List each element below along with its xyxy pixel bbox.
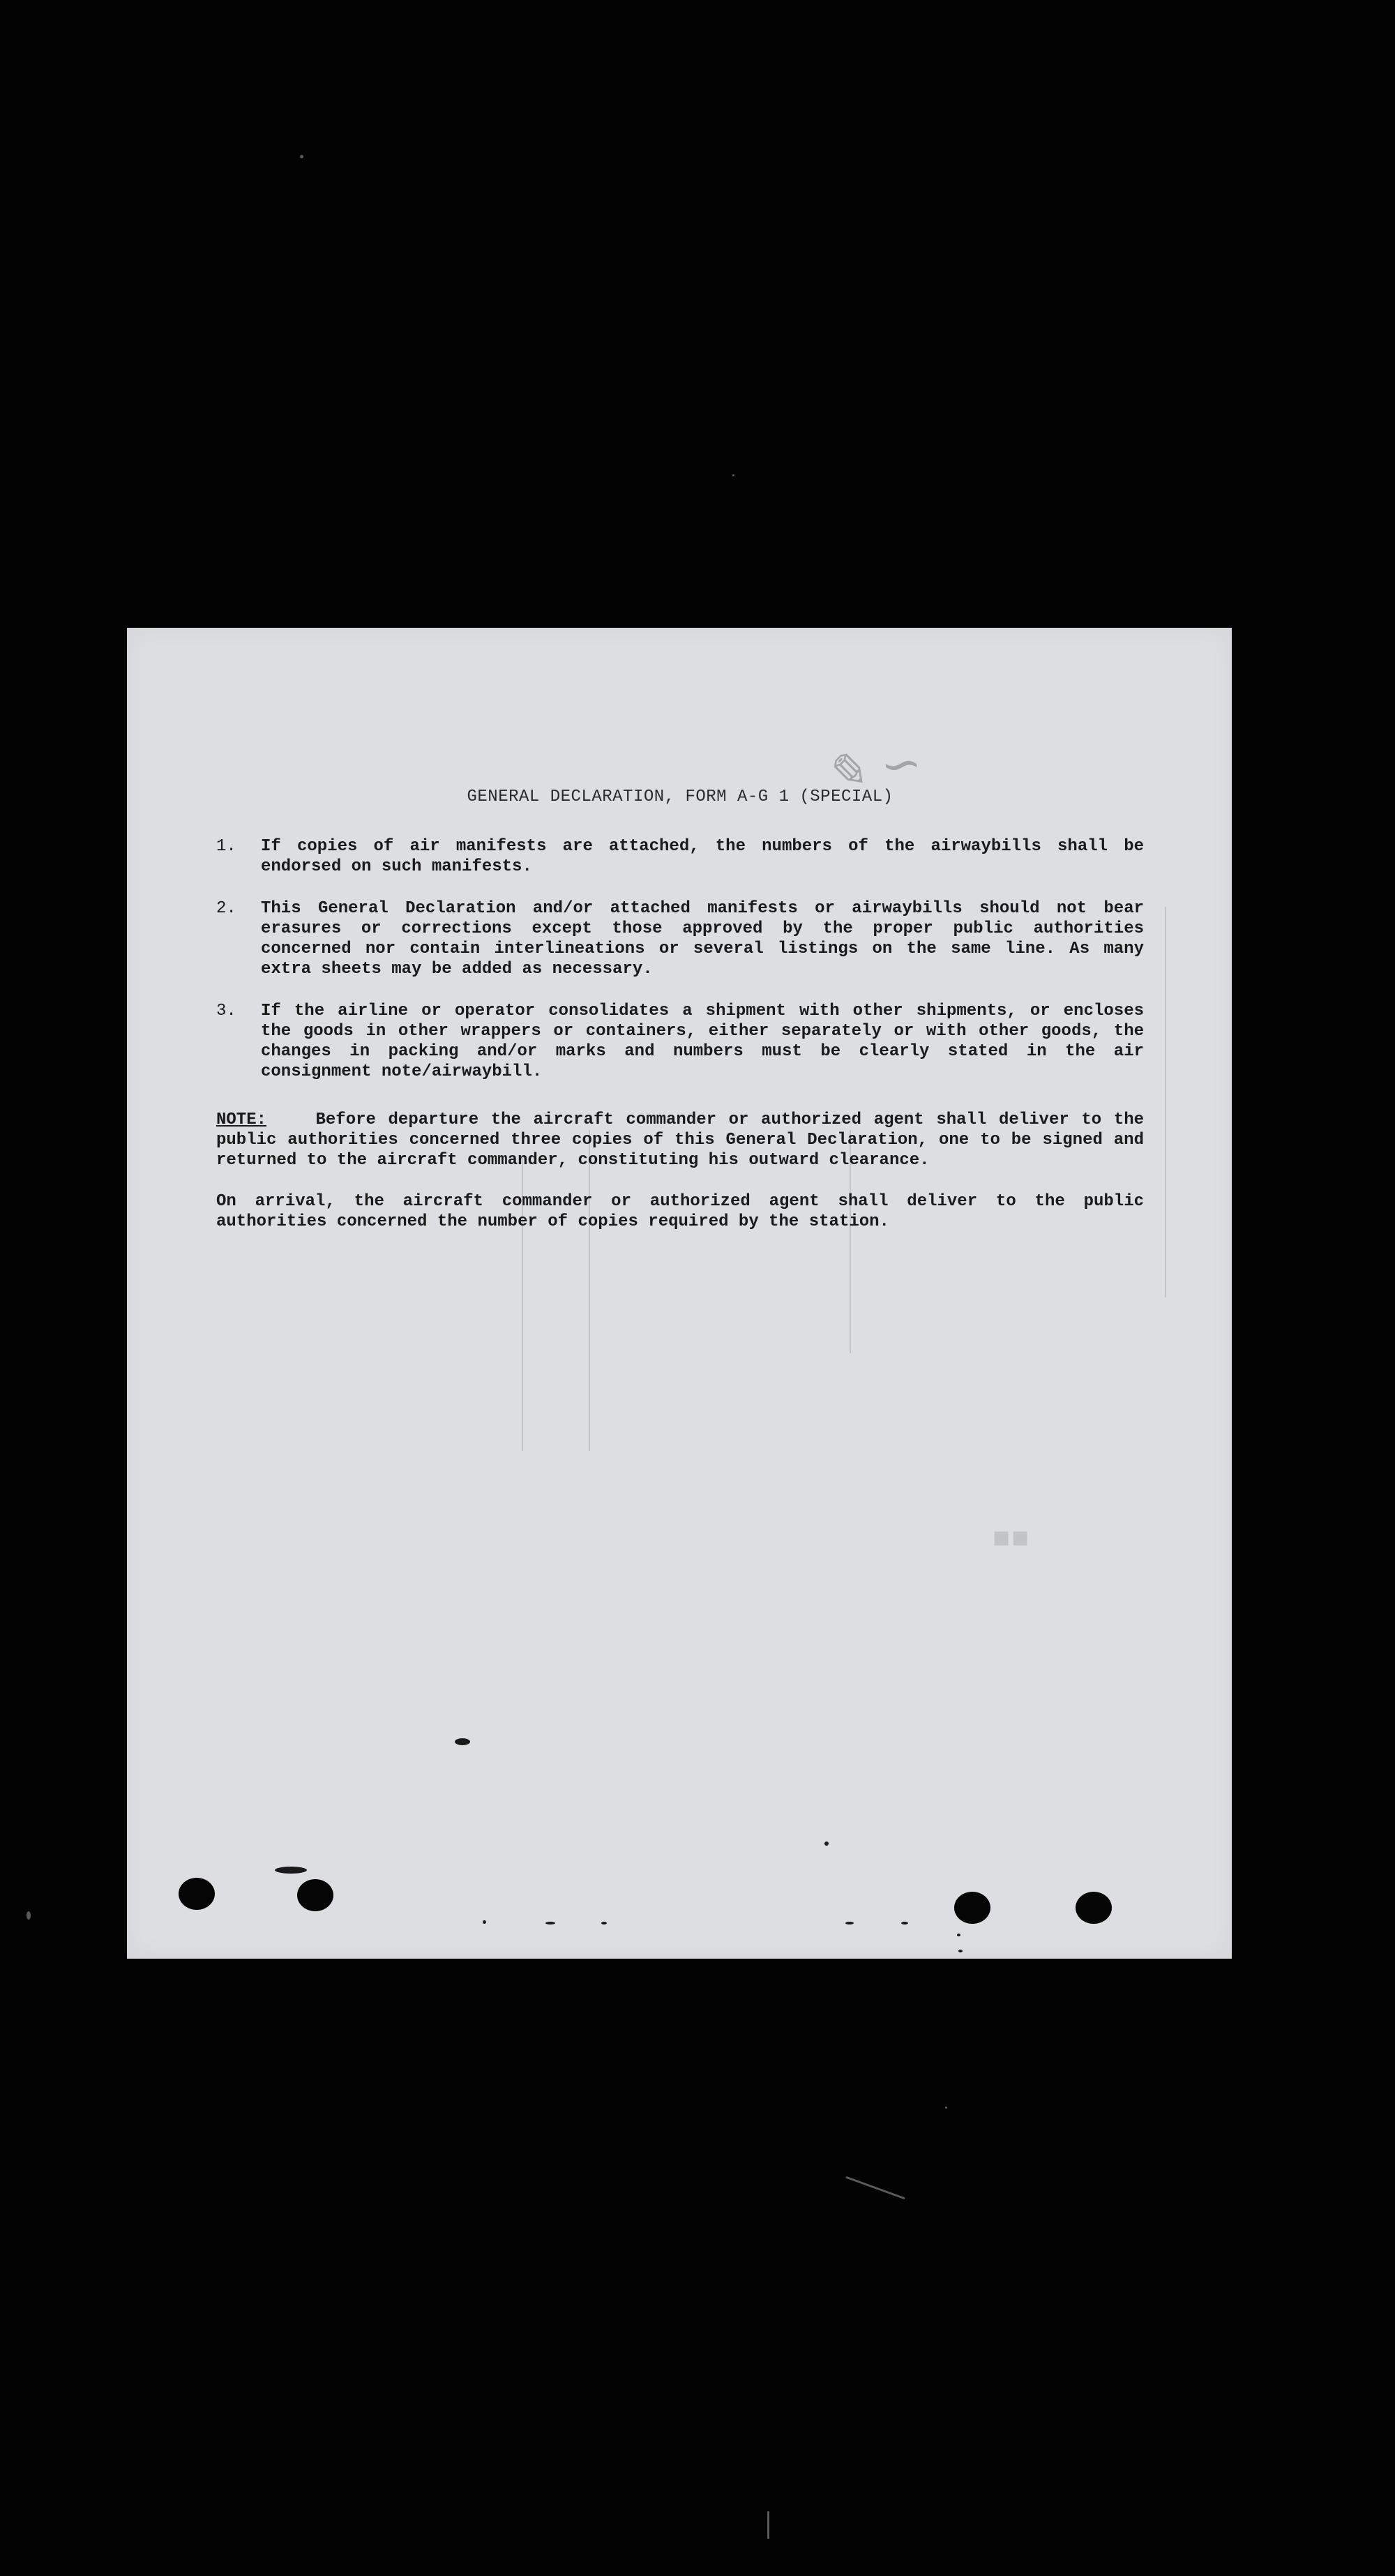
list-item	[216, 836, 1144, 877]
arrival-paragraph: On arrival, the aircraft commander or authorized agent shall deliver to the public authorities concerned the number of copies required by the station.	[216, 1192, 1144, 1231]
item-text: This General Declaration and/or attached manifests or airwaybills should not bear erasures or corrections except those approved by the proper public authorities concerned nor contain interlineations or several listings on the same line. As many extra sheets may be added as necessary.	[261, 899, 1144, 979]
dust-speck	[300, 155, 303, 158]
dust-speck	[845, 2176, 905, 2200]
faint-handwriting: ✎ ∽	[820, 732, 926, 804]
list-item	[216, 898, 1144, 979]
dust-speck	[27, 1911, 31, 1920]
dust-speck	[767, 2511, 769, 2539]
declaration-text	[216, 787, 1144, 1232]
ink-mark	[958, 1950, 963, 1952]
note-label: NOTE:	[216, 1110, 267, 1129]
ink-mark	[845, 1922, 854, 1925]
dust-speck	[945, 2107, 947, 2109]
punch-hole	[954, 1892, 990, 1924]
document-page	[127, 628, 1232, 1959]
note-text: Before departure the aircraft commander or authorized agent shall deliver to the public authorities concerned three copies of this General Declaration, one to be signed and returned to the aircraft commander, constituting his outward clearance.	[216, 1110, 1145, 1170]
ink-mark	[545, 1922, 555, 1925]
faint-stamp-mark: ▪▪	[992, 1521, 1030, 1553]
punch-hole	[1076, 1892, 1112, 1924]
ink-mark	[601, 1922, 607, 1925]
dust-speck	[732, 474, 734, 476]
list-item	[216, 1001, 1144, 1082]
item-text: If copies of air manifests are attached, the numbers of the airwaybills shall be endorsed on such manifests.	[261, 837, 1144, 876]
item-number: 1.	[216, 837, 236, 856]
ink-mark	[957, 1934, 960, 1936]
document-title: GENERAL DECLARATION, FORM A-G 1 (SPECIAL)	[467, 788, 893, 806]
paper-crease	[1165, 907, 1166, 1297]
ink-mark	[275, 1867, 307, 1874]
punch-hole	[297, 1879, 333, 1911]
ink-mark	[901, 1922, 908, 1925]
ink-mark	[824, 1841, 829, 1846]
item-number: 2.	[216, 899, 236, 918]
item-text: If the airline or operator consolidates a shipment with other shipments, or encloses the goods in other wrappers or containers, either separately or with other goods, the changes in packing and/or marks and numbers must be clearly stated in the air consignment note/airwaybill.	[261, 1002, 1144, 1081]
punch-hole	[179, 1878, 215, 1910]
ink-mark	[483, 1920, 486, 1924]
item-number: 3.	[216, 1002, 236, 1020]
ink-mark	[455, 1738, 470, 1745]
note-paragraph	[216, 1110, 1144, 1170]
